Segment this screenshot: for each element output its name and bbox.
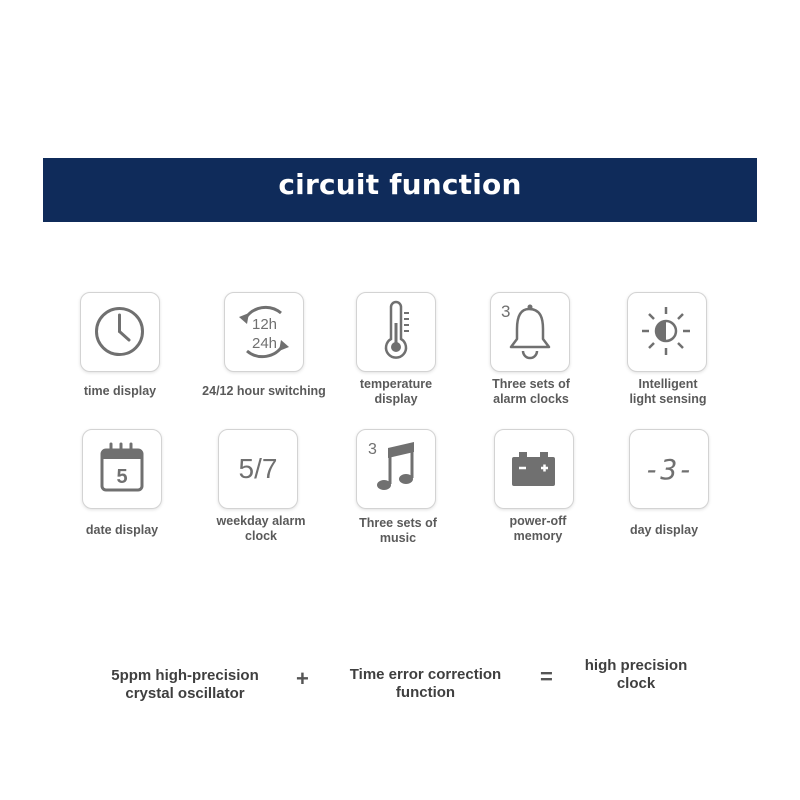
music-label: Three sets of music (359, 516, 437, 545)
error-correction-text: Time error correction function (349, 666, 502, 701)
light-sensor-icon (628, 293, 705, 370)
music-note-icon (357, 430, 434, 507)
alarm-count: 3 (501, 302, 511, 321)
battery-icon (495, 430, 572, 507)
page-title: circuit function (278, 168, 522, 201)
crystal-oscillator-text: 5ppm high-precision crystal oscillator (111, 667, 259, 702)
date-display-label: date display (85, 523, 159, 537)
time-display-label: time display (83, 384, 157, 398)
header-banner (43, 158, 757, 222)
alarm-bell-icon (491, 293, 568, 370)
day-display-icon (630, 430, 707, 507)
hour-switch-icon (225, 293, 302, 370)
weekday-icon (219, 430, 296, 507)
thermometer-icon (357, 293, 434, 370)
hour-switch-label: 24/12 hour switching (202, 384, 326, 398)
calendar-day: 5 (116, 466, 128, 488)
weekday-text: 5/7 (238, 453, 278, 484)
power-off-memory-label: power-off memory (509, 514, 567, 543)
day-display-tile (629, 429, 709, 509)
hour-switch-12h: 12h (252, 316, 278, 333)
equals-sign: = (540, 664, 553, 689)
music-tile (356, 429, 436, 509)
temperature-label: temperature display (359, 377, 433, 406)
light-sensing-label: Intelligent light sensing (629, 377, 707, 406)
alarm-tile (490, 292, 570, 372)
time-display-tile (80, 292, 160, 372)
hour-switch-tile (224, 292, 304, 372)
plus-sign: + (296, 666, 309, 691)
weekday-alarm-tile (218, 429, 298, 509)
date-display-tile (82, 429, 162, 509)
music-count: 3 (368, 441, 377, 458)
power-off-memory-tile (494, 429, 574, 509)
clock-icon (81, 293, 158, 370)
temperature-tile (356, 292, 436, 372)
weekday-alarm-label: weekday alarm clock (216, 514, 306, 543)
light-sensing-tile (627, 292, 707, 372)
day-display-label: day display (629, 523, 699, 537)
alarm-label: Three sets of alarm clocks (492, 377, 570, 406)
day-display-digits: -3- (643, 453, 695, 486)
calendar-icon (83, 430, 160, 507)
hour-switch-24h: 24h (252, 335, 278, 352)
result-text: high precision clock (584, 657, 688, 692)
